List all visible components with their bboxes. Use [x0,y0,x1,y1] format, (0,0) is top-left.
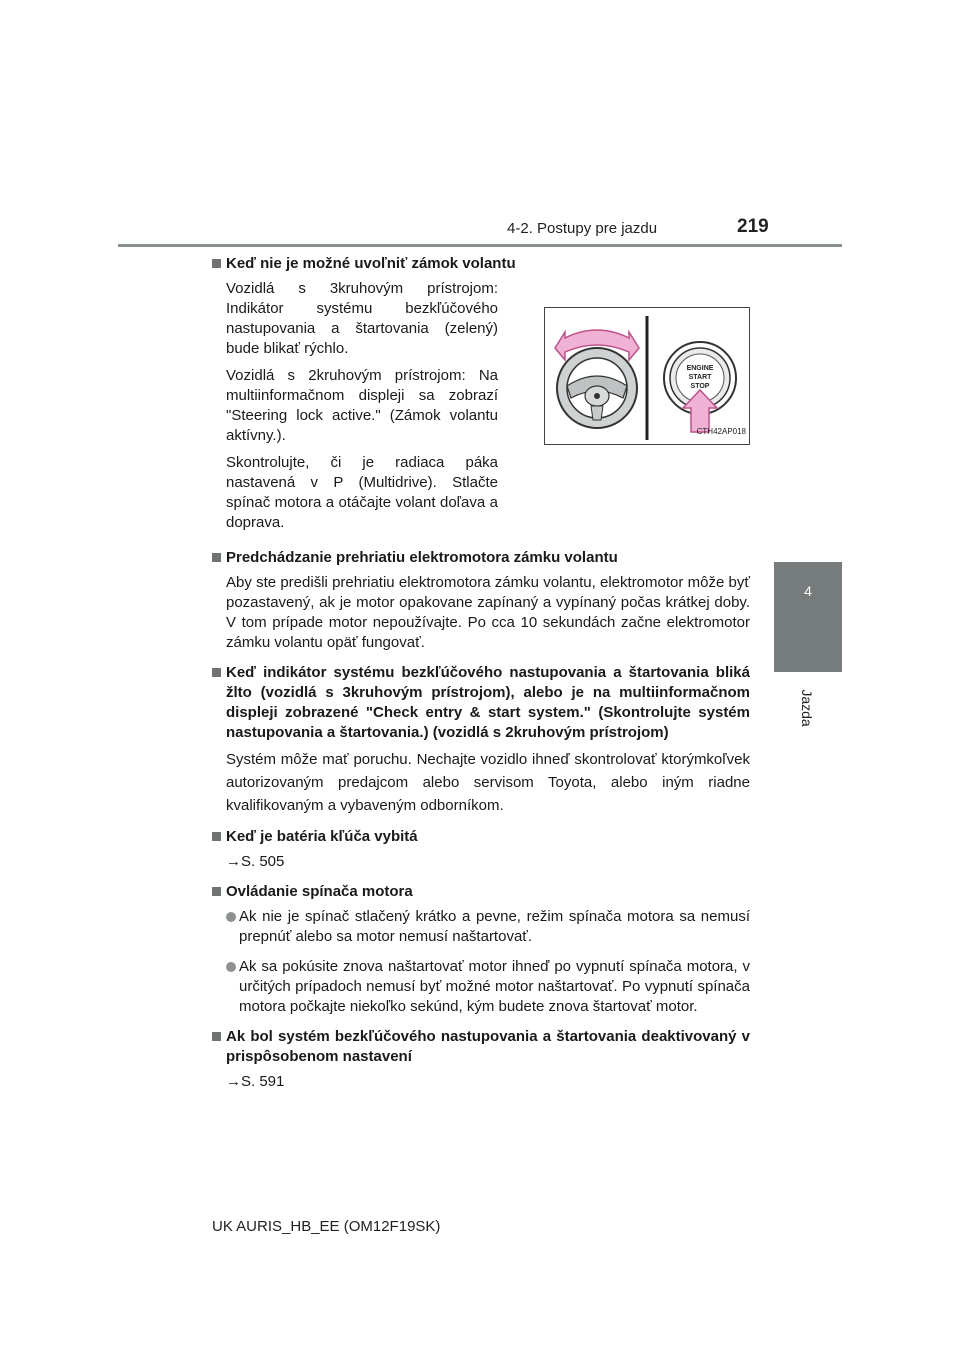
section-deactivated [212,1027,750,1092]
chapter-tab [774,562,842,672]
heading-battery: Keď je batéria kľúča vybitá [212,827,750,847]
button-text-engine: ENGINE [686,365,714,372]
steering-wheel-icon [557,348,637,428]
section-title: 4-2. Postupy pre jazdu [507,220,658,237]
section-overheat [212,548,750,653]
section-steering-lock [212,254,750,540]
section-battery [212,827,750,872]
document-code: UK AURIS_HB_EE (OM12F19SK) [212,1218,441,1235]
steering-lock-body [212,279,750,540]
bullet-item: Ak nie je spínač stlačený krátko a pevne, režim spínača motora sa nemusí prepnúť alebo sa motor nemusí naštartovať. [226,907,750,947]
section-indicator [212,663,750,817]
bullet-item: Ak sa pokúsite znova naštartovať motor ihneď po vypnutí spínača motora, v určitých prípadoch nemusí byť možné motor naštartovať. Po vypnutí spínača motora počkajte niekoľko sekúnd, kým budete znova štartovať motor. [226,957,750,1017]
paragraph: Vozidlá s 3kruhovým prístrojom: Indikátor systému bezkľúčového nastupovania a štartovania (zelený) bude blikať rýchlo. [226,280,498,357]
page-reference: →S. 591 [226,1073,285,1090]
heading-overheat: Predchádzanie prehriatiu elektromotora zámku volantu [212,548,750,568]
heading-steering-lock: Keď nie je možné uvoľniť zámok volantu [212,254,750,274]
page-number: 219 [737,216,769,237]
page-reference: →S. 505 [226,853,285,870]
button-text-start: START [688,374,712,381]
paragraph: Vozidlá s 2kruhovým prístrojom: Na multiinformačnom displeji sa zobrazí "Steering lock active." (Zámok volantu aktívny.). [226,367,498,444]
steering-lock-text [212,279,498,540]
paragraph: Skontrolujte, či je radiaca páka nastavená v P (Multidrive). Stlačte spínač motora a otáčajte volant doľava a doprava. [226,454,498,531]
paragraph: Systém môže mať poruchu. Nechajte vozidlo ihneď skontrolovať ktorýmkoľvek autorizovaným predajcom alebo servisom Toyota, alebo iným riadne kvalifikovaným a vybaveným odborníkom. [226,751,750,814]
section-switch-operation [212,882,750,1017]
steering-wheel-figure [544,307,750,445]
heading-deactivated: Ak bol systém bezkľúčového nastupovania a štartovania deaktivovaný v prispôsobenom nastavení [212,1027,750,1067]
figure-code: CTH42AP018 [696,427,746,436]
heading-switch-operation: Ovládanie spínača motora [212,882,750,902]
heading-indicator: Keď indikátor systému bezkľúčového nastupovania a štartovania bliká žlto (vozidlá s 3kruhovým prístrojom), alebo je na multiinformačnom displeji zobrazené "Check entry & start system." (Skontrolujte systém nastupovania a štartovania.) (vozidlá s 2kruhovým prístrojom) [212,663,750,743]
button-text-stop: STOP [690,383,710,390]
chapter-number: 4 [804,583,812,599]
header-rule [118,244,842,247]
page-content [212,254,750,1102]
chapter-label-text: Jazda [799,689,815,727]
paragraph: Aby ste predišli prehriatiu elektromotora zámku volantu, elektromotor môže byť pozastavený, ak je motor opakovane zapínaný a vypínaný počas krátkej doby. V tom prípade motor nepoužívajte. Po cca 10 sekundách začne elektromotor zámku volantu opäť fungovať. [226,574,750,651]
chapter-label [795,680,819,740]
